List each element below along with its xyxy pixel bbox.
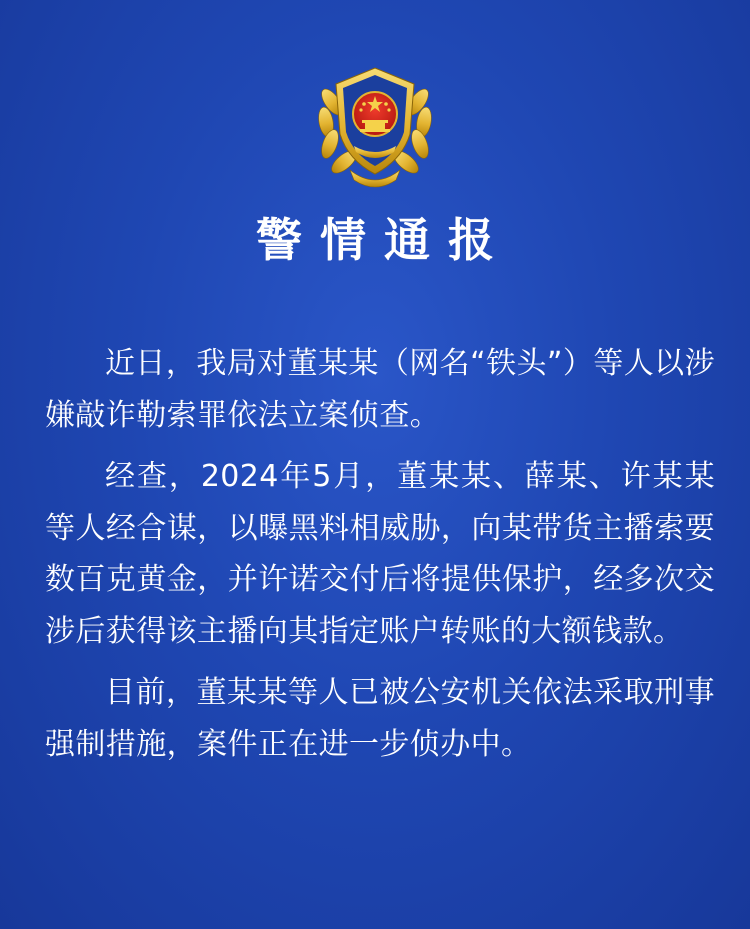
notice-title: 警情通报 — [256, 213, 512, 267]
police-emblem-icon — [310, 62, 440, 192]
notice-paragraph-3: 目前，董某某等人已被公安机关依法采取刑事强制措施，案件正在进一步侦办中。 — [45, 675, 715, 762]
notice-paragraph-2: 经查，2024年5月，董某某、薛某、许某某等人经合谋，以曝黑料相威胁，向某带货主播索要数百克黄金，并许诺交付后将提供保护，经多次交涉后获得该主播向其指定账户转账的大额钱款。 — [45, 459, 715, 649]
notice-paragraph-1: 近日，我局对董某某（网名“铁头”）等人以涉嫌敲诈勒索罪依法立案侦查。 — [45, 346, 715, 433]
notice-body — [45, 338, 715, 780]
